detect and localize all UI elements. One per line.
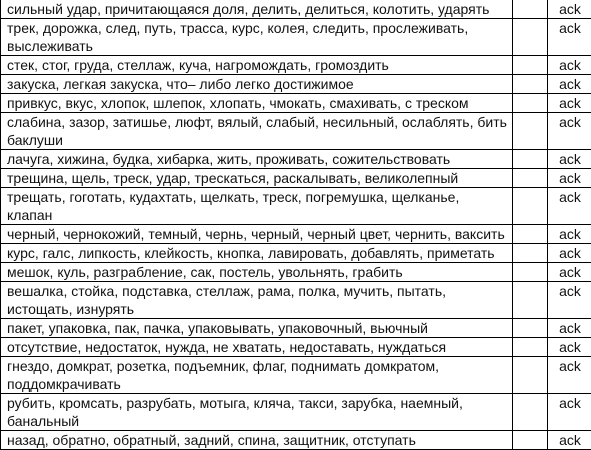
table-row xyxy=(1,75,591,94)
word-list-cell: трек, дорожка, след, путь, трасса, курс, колея, следить, прослеживать, выслеживать xyxy=(1,19,513,56)
word-list-cell: привкус, вкус, хлопок, шлепок, хлопать, чмокать, смахивать, с треском xyxy=(1,94,513,113)
empty-cell xyxy=(513,338,548,357)
table-row xyxy=(1,0,591,19)
table-row xyxy=(1,113,591,150)
empty-cell xyxy=(513,150,548,169)
word-list-cell: отсутствие, недостаток, нужда, не хватать, недоставать, нуждаться xyxy=(1,338,513,357)
tag-cell: ack xyxy=(548,338,591,357)
empty-cell xyxy=(513,357,548,394)
empty-cell xyxy=(513,19,548,56)
table-row xyxy=(1,357,591,394)
table-row xyxy=(1,169,591,188)
empty-cell xyxy=(513,94,548,113)
table-row xyxy=(1,338,591,357)
tag-cell: ack xyxy=(548,75,591,94)
word-list-cell: курс, галс, липкость, клейкость, кнопка, лавировать, добавлять, приметать xyxy=(1,244,513,263)
word-list-cell: вешалка, стойка, подставка, стеллаж, рама, полка, мучить, пытать, истощать, изнурять xyxy=(1,282,513,319)
table-row xyxy=(1,431,591,450)
empty-cell xyxy=(513,282,548,319)
empty-cell xyxy=(513,394,548,431)
table-row xyxy=(1,225,591,244)
empty-cell xyxy=(513,169,548,188)
tag-cell: ack xyxy=(548,0,591,19)
word-list-cell: стек, стог, груда, стеллаж, куча, нагромождать, громоздить xyxy=(1,56,513,75)
word-list-cell: сильный удар, причитающаяся доля, делить, делиться, колотить, ударять xyxy=(1,0,513,19)
empty-cell xyxy=(513,263,548,282)
table-row xyxy=(1,150,591,169)
tag-cell: ack xyxy=(548,282,591,319)
table-row xyxy=(1,282,591,319)
tag-cell: ack xyxy=(548,225,591,244)
tag-cell: ack xyxy=(548,150,591,169)
empty-cell xyxy=(513,56,548,75)
empty-cell xyxy=(513,319,548,338)
word-list-cell: пакет, упаковка, пак, пачка, упаковывать, упаковочный, вьючный xyxy=(1,319,513,338)
table-row xyxy=(1,19,591,56)
word-list-cell: черный, чернокожий, темный, чернь, черный, черный цвет, чернить, ваксить xyxy=(1,225,513,244)
tag-cell: ack xyxy=(548,244,591,263)
word-list-cell: слабина, зазор, затишье, люфт, вялый, слабый, несильный, ослаблять, бить баклуши xyxy=(1,113,513,150)
empty-cell xyxy=(513,188,548,225)
table-row xyxy=(1,394,591,431)
table-row xyxy=(1,319,591,338)
tag-cell: ack xyxy=(548,188,591,225)
tag-cell: ack xyxy=(548,431,591,450)
word-list-cell: рубить, кромсать, разрубать, мотыга, кляча, такси, зарубка, наемный, банальный xyxy=(1,394,513,431)
word-list-cell: назад, обратно, обратный, задний, спина, защитник, отступать xyxy=(1,431,513,450)
empty-cell xyxy=(513,75,548,94)
tag-cell: ack xyxy=(548,94,591,113)
word-list-cell: закуска, легкая закуска, что– либо легко достижимое xyxy=(1,75,513,94)
table-row xyxy=(1,94,591,113)
empty-cell xyxy=(513,113,548,150)
tag-cell: ack xyxy=(548,56,591,75)
tag-cell: ack xyxy=(548,394,591,431)
empty-cell xyxy=(513,431,548,450)
word-list-cell: трещина, щель, треск, удар, трескаться, раскалывать, великолепный xyxy=(1,169,513,188)
empty-cell xyxy=(513,244,548,263)
tag-cell: ack xyxy=(548,357,591,394)
table-row xyxy=(1,56,591,75)
tag-cell: ack xyxy=(548,263,591,282)
word-list-cell: мешок, куль, разграбление, сак, постель, увольнять, грабить xyxy=(1,263,513,282)
vocabulary-table-body xyxy=(1,0,591,450)
word-list-cell: гнездо, домкрат, розетка, подъемник, флаг, поднимать домкратом, поддомкрачивать xyxy=(1,357,513,394)
table-row xyxy=(1,244,591,263)
tag-cell: ack xyxy=(548,19,591,56)
tag-cell: ack xyxy=(548,319,591,338)
tag-cell: ack xyxy=(548,169,591,188)
tag-cell: ack xyxy=(548,113,591,150)
table-row xyxy=(1,188,591,225)
word-list-cell: трещать, гоготать, кудахтать, щелкать, треск, погремушка, щелканье, клапан xyxy=(1,188,513,225)
table-row xyxy=(1,263,591,282)
empty-cell xyxy=(513,0,548,19)
word-list-cell: лачуга, хижина, будка, хибарка, жить, проживать, сожительствовать xyxy=(1,150,513,169)
empty-cell xyxy=(513,225,548,244)
